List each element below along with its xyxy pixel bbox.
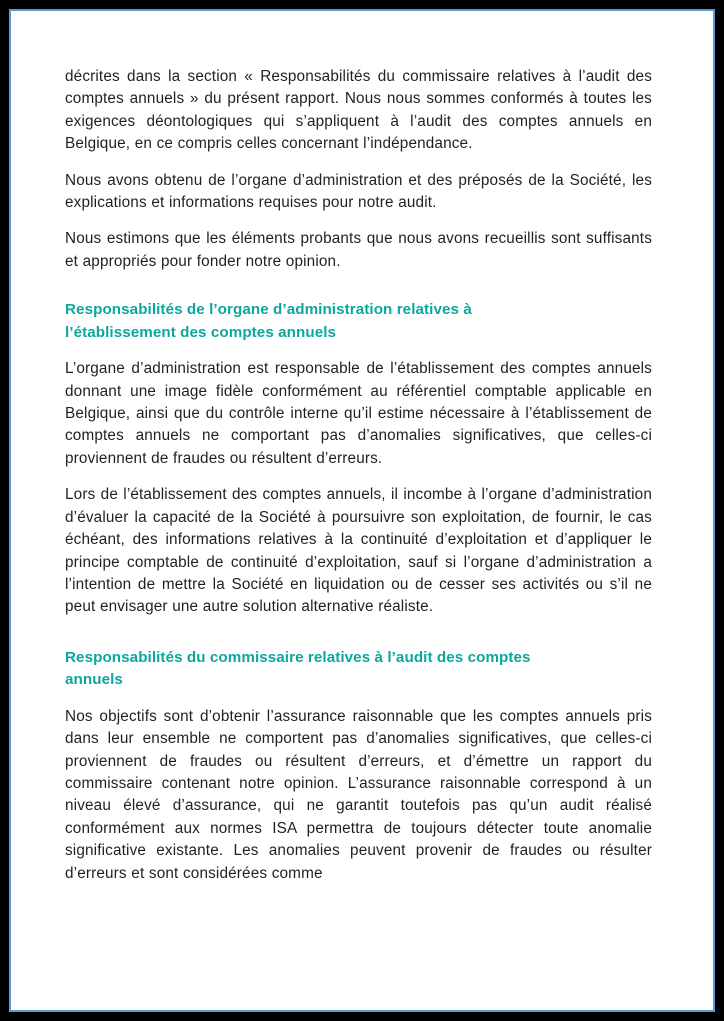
paragraph-explications: Nous avons obtenu de l’organe d’administration et des préposés de la Société, les explications et informations requises pour notre audit. bbox=[65, 171, 652, 212]
paragraph-organe-responsable: L’organe d’administration est responsable de l’établissement des comptes annuels donnant une image fidèle conformément au référentiel comptable applicable en Belgique, ainsi que du contrôle interne qu’il estime nécessaire à l’établissement de comptes annuels ne comportant pas d’anomalies significatives, que celles-ci proviennent de fraudes ou résultent d’erreurs. bbox=[65, 360, 652, 467]
paragraph-objectifs-assurance: Nos objectifs sont d’obtenir l’assurance raisonnable que les comptes annuels pris dans leur ensemble ne comportent pas d’anomalies significatives, que celles-ci proviennent de fraudes ou résultent d’erreurs, et d’émettre un rapport du commissaire contenant notre opinion. L’assurance raisonnable correspond à un niveau élevé d’assurance, qui ne garantit toutefois pas qu’un audit réalisé conformément aux normes ISA permettra de toujours détecter toute anomalie significative existante. Les anomalies peuvent provenir de fraudes ou résulter d’erreurs et sont considérées comme bbox=[65, 707, 652, 882]
heading-responsabilites-commissaire: Responsabilités du commissaire relatives à l’audit des comptes annuels bbox=[65, 648, 531, 689]
document-page bbox=[11, 11, 713, 1010]
page-border bbox=[9, 9, 715, 1012]
heading-responsabilites-organe-administration: Responsabilités de l’organe d’administration relatives à l’établissement des comptes annuels bbox=[65, 301, 472, 341]
paragraph-continuite-exploitation: Lors de l’établissement des comptes annuels, il incombe à l’organe d’administration d’évaluer la capacité de la Société à poursuivre son exploitation, de fournir, le cas échéant, des informations relatives à la continuité d’exploitation et d’appliquer le principe comptable de continuité d’exploitation, sauf si l’organe d’administration a l’intention de mettre la Société en liquidation ou de cesser ses activités ou s’il ne peut envisager une autre solution alternative réaliste. bbox=[65, 486, 652, 616]
paragraph-elements-probants: Nous estimons que les éléments probants que nous avons recueillis sont suffisants et appropriés pour fonder notre opinion. bbox=[65, 230, 652, 270]
paragraph-independance: décrites dans la section « Responsabilités du commissaire relatives à l’audit des comptes annuels » du présent rapport. Nous nous sommes conformés à toutes les exigences déontologiques qui s’appliquent à l’audit des comptes annuels en Belgique, en ce compris celles concernant l’indépendance. bbox=[65, 68, 652, 153]
document-body bbox=[65, 66, 652, 885]
